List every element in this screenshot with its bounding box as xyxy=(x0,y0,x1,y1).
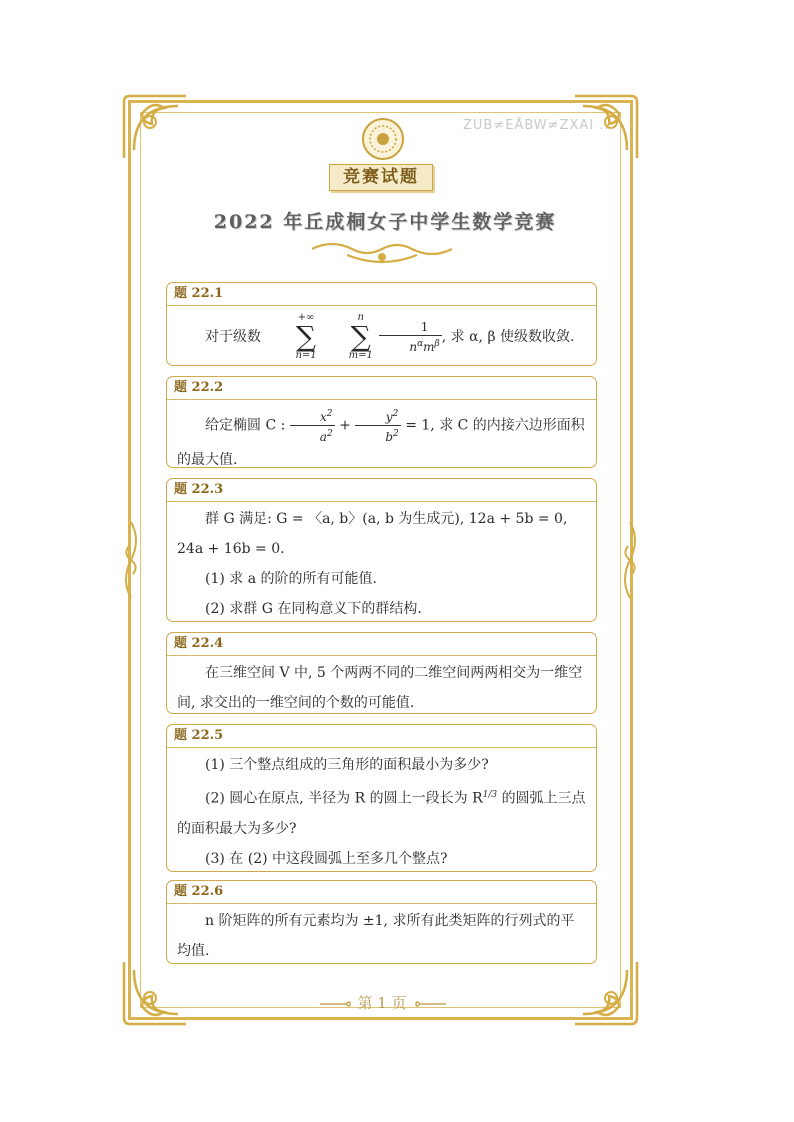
problem-text: (2) 圆心在原点, 半径为 R 的圆上一段长为 R xyxy=(205,790,483,807)
problem-card xyxy=(166,880,597,964)
problem-card xyxy=(166,724,597,872)
corner-ornament-icon xyxy=(120,958,190,1028)
problem-label: 题 22.4 xyxy=(167,633,596,656)
problem-text: (1) 三个整点组成的三角形的面积最小为多少? xyxy=(205,757,489,773)
problem-label: 题 22.1 xyxy=(167,283,596,306)
problem-text: 的圆弧上三点的面积最大为多少? xyxy=(177,790,586,837)
problem-card xyxy=(166,282,597,366)
problem-text: = 1, 求 C 的内接六边形面积的最大值. xyxy=(177,417,585,468)
problem-text: , 求 α, β 使级数收敛. xyxy=(441,329,575,345)
watermark: ZUB≠EÅBW≠ZXAI ... xyxy=(463,118,615,133)
section-tag: 竞赛试题 xyxy=(329,164,433,191)
problem-label: 题 22.5 xyxy=(167,725,596,748)
page-title: 2022 年丘成桐女子中学生数学竞赛 xyxy=(213,211,557,233)
problem-text: (2) 求群 G 在同构意义下的群结构. xyxy=(205,601,422,617)
corner-ornament-icon xyxy=(571,958,641,1028)
footer-ornament-icon xyxy=(414,998,448,1010)
title-flourish-icon xyxy=(307,237,457,267)
fraction: $\frac{x^2}{a^2}$ xyxy=(290,406,335,445)
problem-label: 题 22.3 xyxy=(167,479,596,502)
problem-text: (1) 求 a 的阶的所有可能值. xyxy=(205,571,377,587)
fraction: $\frac{1}{n^\alpha m^\beta}$ xyxy=(379,319,441,355)
sum-symbol: n ∑ m=1 xyxy=(348,312,373,361)
side-ornament-icon xyxy=(618,520,642,600)
problem-card xyxy=(166,632,597,714)
problem-text: 群 G 满足: G = 〈a, b〉(a, b 为生成元), 12a + 5b = 0, 24a + 16b = 0. xyxy=(177,511,568,557)
problem-text: 在三维空间 V 中, 5 个两两不同的二维空间两两相交为一维空间, 求交出的一维空间的个数的可能值. xyxy=(177,665,583,711)
side-ornament-icon xyxy=(119,520,143,600)
problem-text: 对于级数 xyxy=(205,329,261,345)
seal-logo-icon xyxy=(361,117,405,161)
exponent: 1/3 xyxy=(482,790,498,800)
fraction: $\frac{y^2}{b^2}$ xyxy=(355,406,400,445)
problem-card xyxy=(166,478,597,622)
problem-text: n 阶矩阵的所有元素均为 ±1, 求所有此类矩阵的行列式的平均值. xyxy=(177,913,575,959)
problem-text: (3) 在 (2) 中这段圆弧上至多几个整点? xyxy=(205,850,448,867)
problem-card: 题 22.2 给定椭圆 C : $\frac{x^2}{a^2}$ + $\frac{y^2}{b^2}$ = 1, 求 C 的内接六边形面积的最大值. xyxy=(166,376,597,468)
page-number: 第 1 页 xyxy=(357,994,407,1012)
corner-ornament-icon xyxy=(120,92,190,162)
problem-text: 给定椭圆 C : xyxy=(205,417,286,434)
sum-symbol: +∞ ∑ n=1 xyxy=(295,312,317,361)
problem-label: 题 22.6 xyxy=(167,881,596,904)
problem-label: 题 22.2 xyxy=(167,377,596,400)
